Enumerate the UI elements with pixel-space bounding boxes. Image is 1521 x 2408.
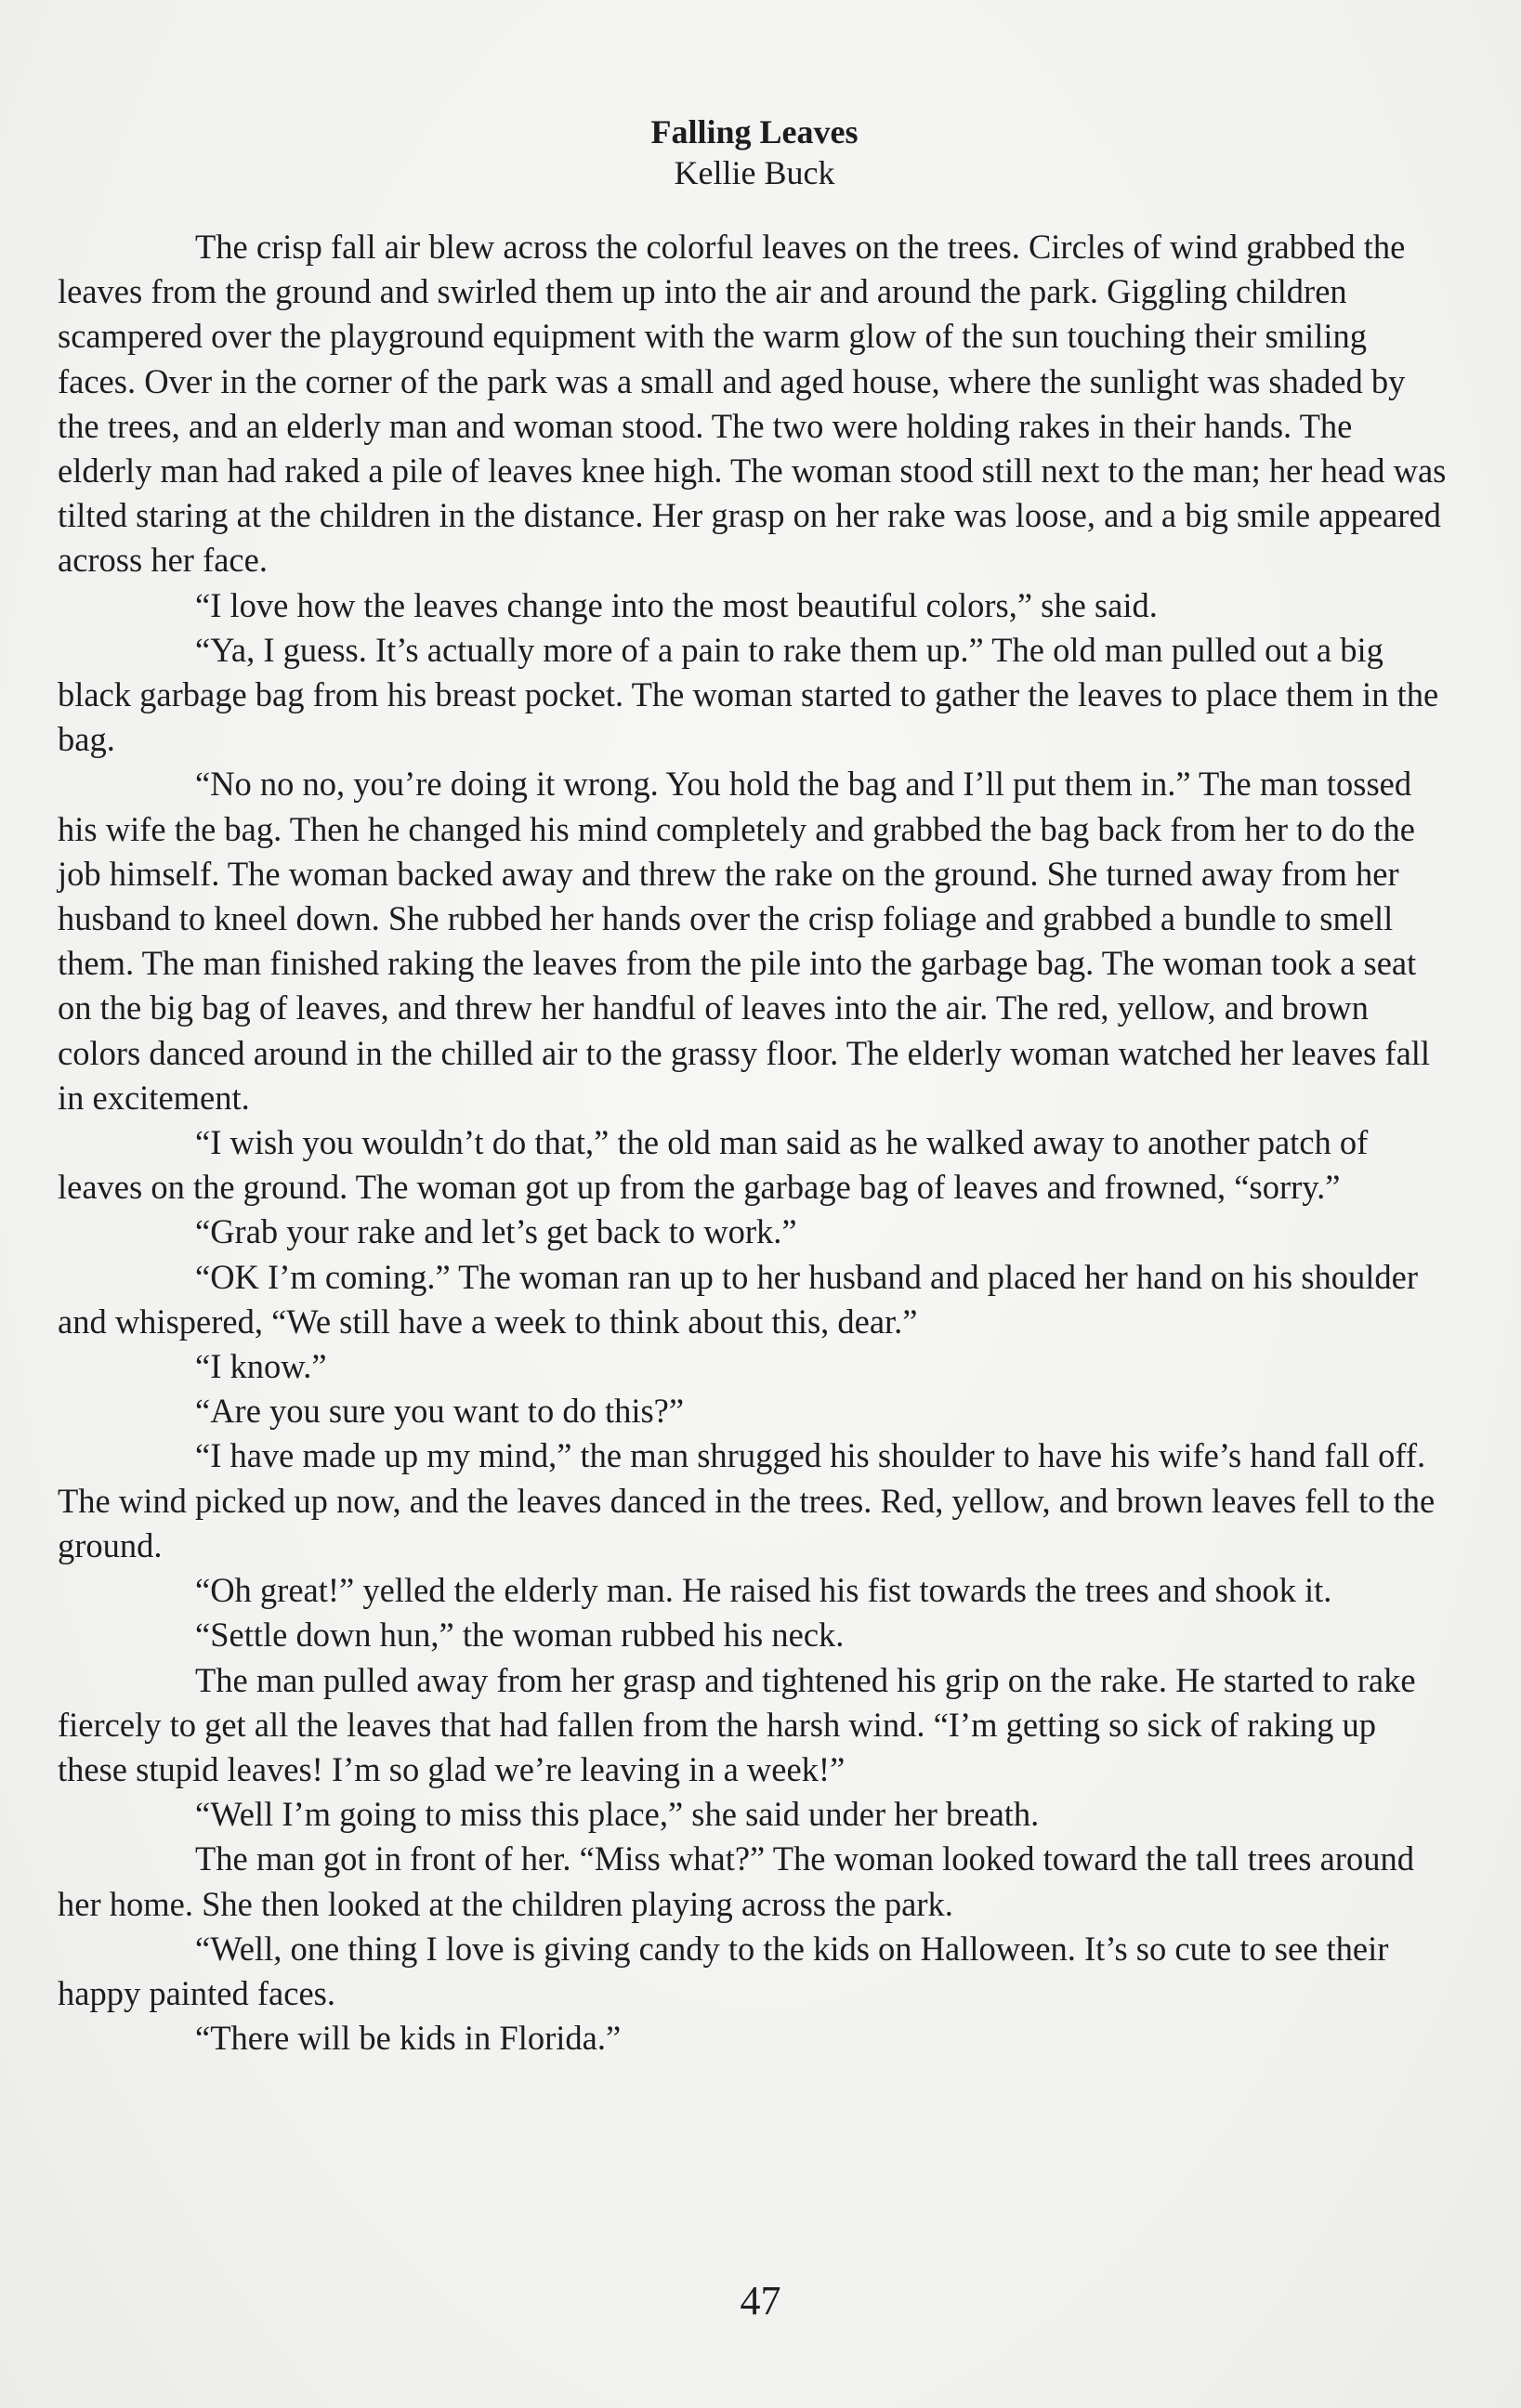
paragraph: “I wish you wouldn’t do that,” the old man said as he walked away to another patch of leaves on the ground. The woman got up from the garbage bag of leaves and frowned, “sorry.”	[58, 1123, 1369, 1207]
paragraph: “Grab your rake and let’s get back to work.”	[195, 1212, 797, 1251]
paragraph: “I have made up my mind,” the man shrugged his shoulder to have his wife’s hand fall off. The wind picked up now, and the leaves danced in the trees. Red, yellow, and brown leaves fell to the ground.	[58, 1436, 1436, 1564]
paragraph: The man pulled away from her grasp and tightened his grip on the rake. He started to rake fiercely to get all the leaves that had fallen from the harsh wind. “I’m getting so sick of raking up these stupid leaves! I’m so glad we’re leaving in a week!”	[58, 1660, 1416, 1788]
paragraph: “There will be kids in Florida.”	[195, 2019, 622, 2058]
story-author: Kellie Buck	[674, 154, 835, 191]
paragraph: The crisp fall air blew across the colorful leaves on the trees. Circles of wind grabbed the leaves from the ground and swirled them up into the air and around the park. Giggling children scampered over the playground equipment with the warm glow of the sun touching their smiling faces. Over in the corner of the park was a small and aged house, where the sunlight was shaded by the trees, and an elderly man and woman stood. The two were holding rakes in their hands. The elderly man had raked a pile of leaves knee high. The woman stood still next to the man; her head was tilted staring at the children in the distance. Her grasp on her rake was loose, and a big smile appeared across her face.	[58, 228, 1447, 580]
paragraph: “Well I’m going to miss this place,” she said under her breath.	[195, 1795, 1040, 1834]
page-number: 47	[740, 2278, 781, 2323]
paragraph: “Well, one thing I love is giving candy to the kids on Halloween. It’s so cute to see their happy painted faces.	[58, 1929, 1389, 2012]
story-title: Falling Leaves	[650, 113, 859, 150]
paragraph: “Settle down hun,” the woman rubbed his neck.	[195, 1616, 845, 1655]
paragraph: “Oh great!” yelled the elderly man. He raised his fist towards the trees and shook it.	[195, 1571, 1332, 1610]
story-body	[58, 111, 1451, 2061]
paragraph: “OK I’m coming.” The woman ran up to her husband and placed her hand on his shoulder and whispered, “We still have a week to think about this, dear.”	[58, 1257, 1419, 1341]
paragraph: “No no no, you’re doing it wrong. You hold the bag and I’ll put them in.” The man tossed his wife the bag. Then he changed his mind completely and grabbed the bag back from her to do the job himself. The woman backed away and threw the rake on the ground. She turned away from her husband to kneel down. She rubbed her hands over the crisp foliage and grabbed a bundle to smell them. The man finished raking the leaves from the pile into the garbage bag. The woman took a seat on the big bag of leaves, and threw her handful of leaves into the air. The red, yellow, and brown colors danced around in the chilled air to the grassy floor. The elderly woman watched her leaves fall in excitement.	[58, 765, 1431, 1117]
paragraph: “Are you sure you want to do this?”	[195, 1392, 685, 1431]
paragraph: The man got in front of her. “Miss what?” The woman looked toward the tall trees around her home. She then looked at the children playing across the park.	[58, 1839, 1414, 1923]
paragraph: “I know.”	[195, 1347, 327, 1386]
paragraph: “I love how the leaves change into the most beautiful colors,” she said.	[195, 585, 1158, 624]
paragraph: “Ya, I guess. It’s actually more of a pain to rake them up.” The old man pulled out a big black garbage bag from his breast pocket. The woman started to gather the leaves to place them in the bag.	[58, 630, 1439, 759]
